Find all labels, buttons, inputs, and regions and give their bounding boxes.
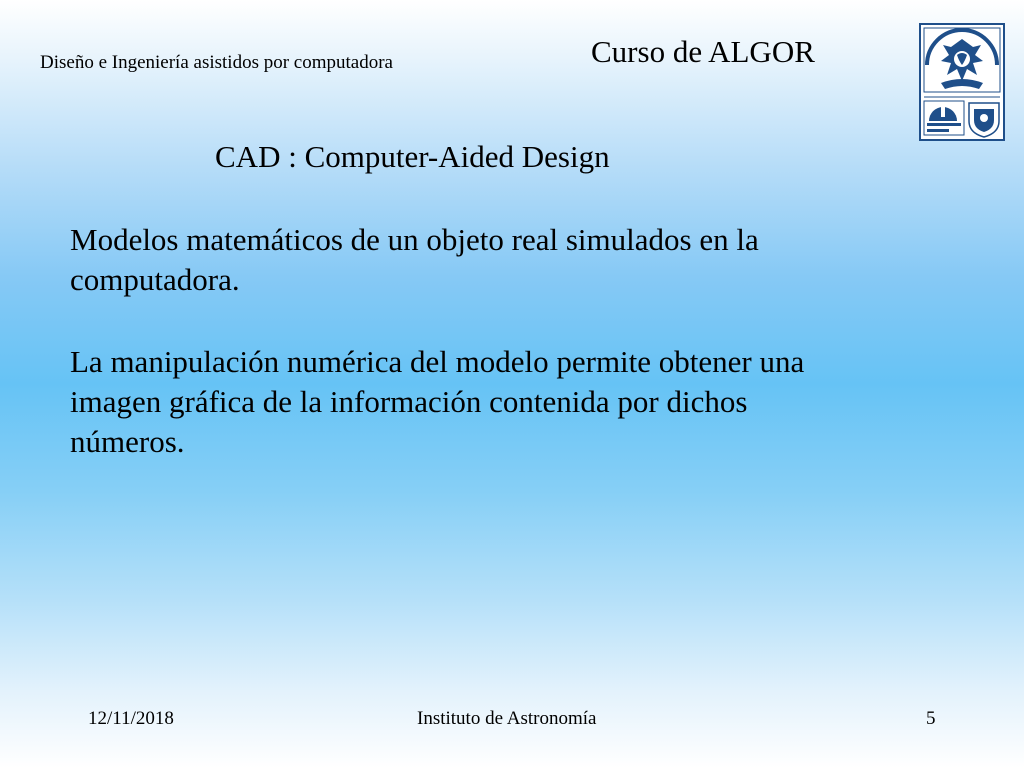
- logo-panel: [919, 23, 1005, 141]
- paragraph-models: Modelos matemáticos de un objeto real simulados en la computadora.: [70, 222, 759, 297]
- paragraph-manipulation: La manipulación numérica del modelo permite obtener una imagen gráfica de la información contenida por dichos números.: [70, 344, 805, 459]
- course-title: Curso de ALGOR: [591, 34, 815, 69]
- page-number: 5: [926, 708, 936, 729]
- footer-date: 12/11/2018: [88, 708, 174, 729]
- header-subtitle: Diseño e Ingeniería asistidos por computadora: [40, 52, 393, 73]
- instituto-astronomia-logo-icon: [924, 101, 964, 135]
- footer-institute: Instituto de Astronomía: [417, 708, 597, 729]
- unam-shield-icon: [969, 103, 999, 137]
- slide-heading: CAD : Computer-Aided Design: [215, 139, 610, 174]
- unam-crest-icon: [924, 28, 1000, 92]
